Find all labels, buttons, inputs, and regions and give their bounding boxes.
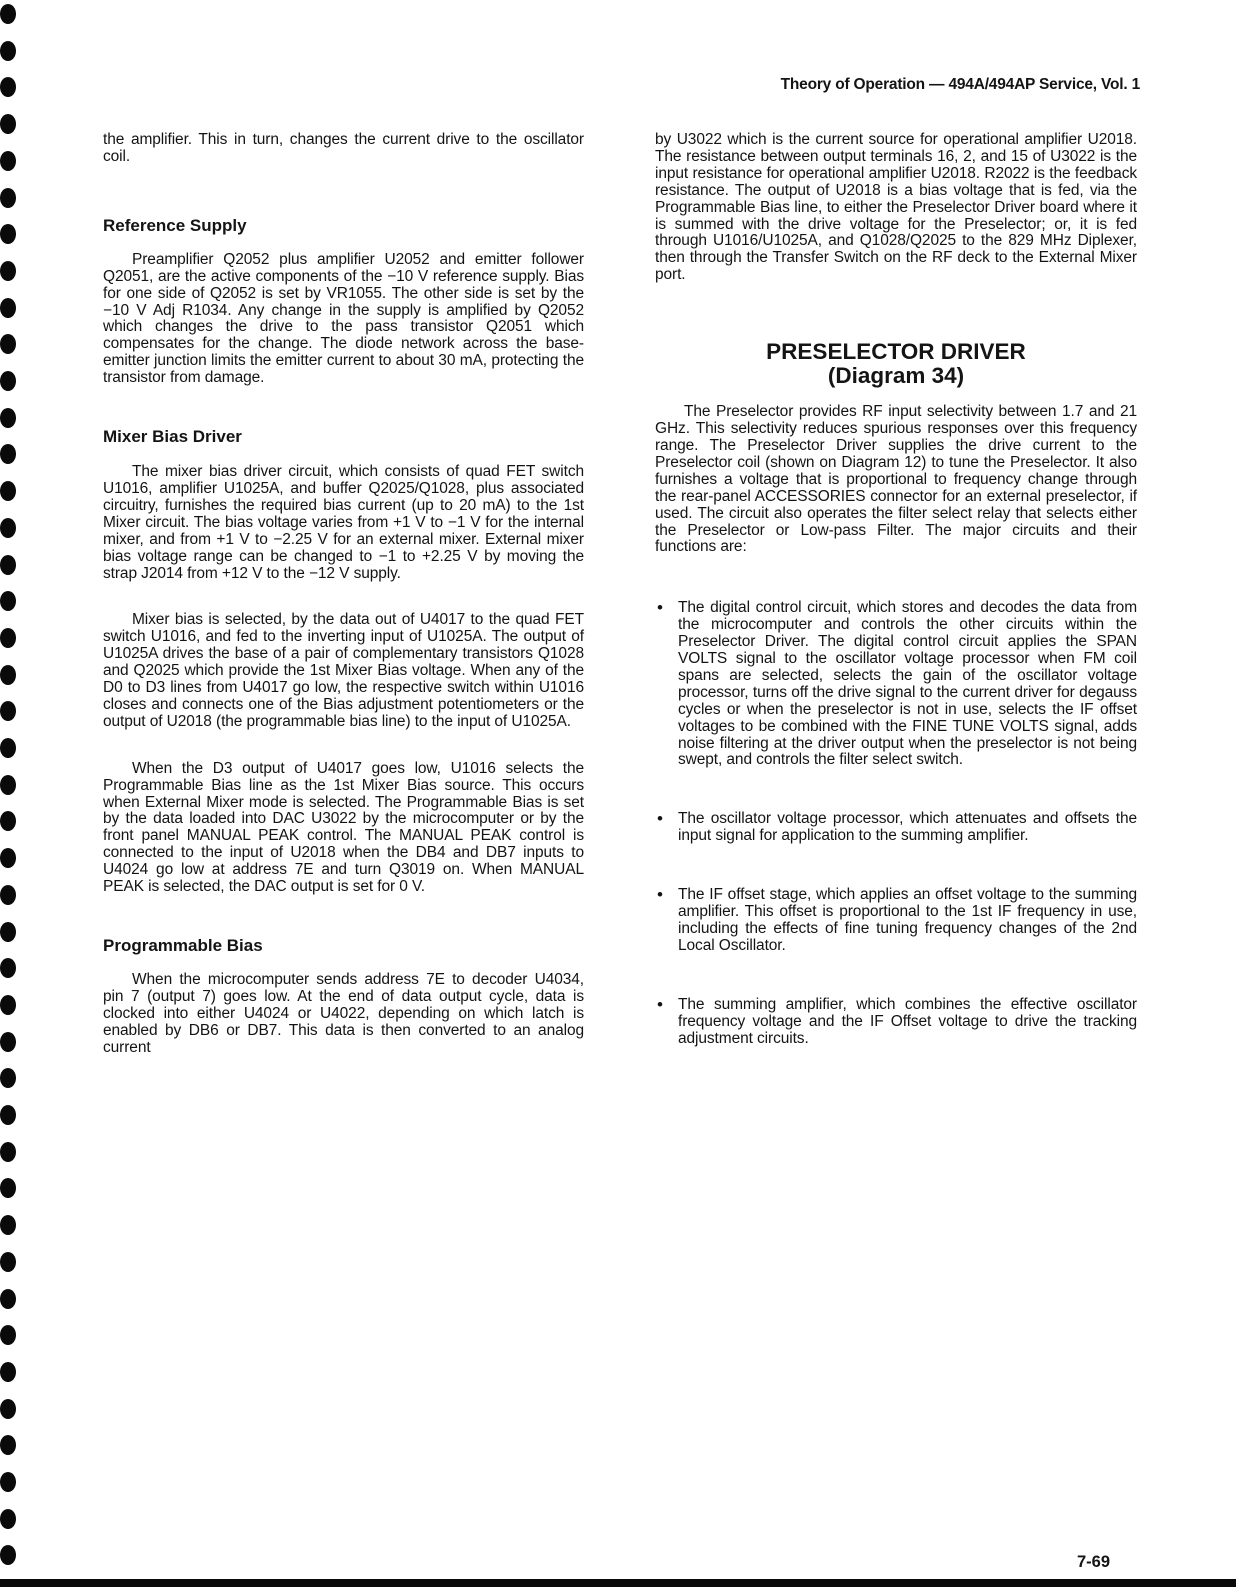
punch-hole [0, 114, 16, 134]
list-item: • The oscillator voltage processor, which attenuates and offsets the input signal for application to the summing amplifier. [655, 811, 1137, 845]
mixer-bias-driver-heading: Mixer Bias Driver [103, 427, 242, 447]
left-column [103, 132, 584, 1057]
punch-holes [0, 0, 20, 1587]
function-list [655, 600, 1137, 1047]
punch-hole [0, 334, 16, 354]
list-item: • The digital control circuit, which stores and decodes the data from the microcomputer and controls the other circuits within the Preselector Driver. The digital control circuit applies the SPAN VOLTS signal to the oscillator voltage processor when FM coil spans are selected, selects the gain of the oscillator voltage processor, turns off the drive signal to the current driver for degauss cycles or when the preselector is not in use, selects the IF offset voltages to be combined with the FINE TUNE VOLTS signal, adds noise filtering at the driver output when the preselector is not being swept, and controls the filter select switch. [655, 600, 1137, 769]
punch-hole [0, 1399, 16, 1419]
punch-hole [0, 4, 16, 24]
punch-hole [0, 298, 16, 318]
scan-bottom-edge [0, 1579, 1236, 1587]
punch-hole [0, 811, 16, 831]
punch-hole [0, 922, 16, 942]
punch-hole [0, 518, 16, 538]
punch-hole [0, 555, 16, 575]
punch-hole [0, 848, 16, 868]
punch-hole [0, 1178, 16, 1198]
preselector-paragraph: The Preselector provides RF input selectivity between 1.7 and 21 GHz. This selectivity reduces spurious responses over this frequency range. The Preselector Driver supplies the drive current to the Preselector coil (shown on Diagram 12) to tune the Preselector. It also furnishes a voltage that is proportional to frequency change through the rear-panel ACCESSORIES connector for an external preselector, if used. The circuit also operates the filter select relay that selects either the Preselector or Low-pass Filter. The major circuits and their functions are: [655, 403, 1137, 556]
punch-hole [0, 1472, 16, 1492]
section-title: PRESELECTOR DRIVER [766, 339, 1026, 365]
mixer-bias-paragraph-3: When the D3 output of U4017 goes low, U1016 selects the Programmable Bias line as the 1st Mixer Bias source. This occurs when External Mixer mode is selected. The Programmable Bias is set by the data loaded into DAC U3022 by the microcomputer or by the front panel MANUAL PEAK control. The MANUAL PEAK control is connected to the input of U2018 when the DB4 and DB7 inputs to U4024 go low at address 7E and turn Q3019 on. When MANUAL PEAK is selected, the DAC output is set for 0 V. [103, 759, 584, 896]
punch-hole [0, 444, 16, 464]
page-number: 7-69 [1076, 1553, 1110, 1571]
punch-hole [0, 1289, 16, 1309]
punch-hole [0, 1362, 16, 1382]
punch-hole [0, 408, 16, 428]
punch-hole [0, 775, 16, 795]
reference-supply-paragraph: Preamplifier Q2052 plus amplifier U2052 and emitter follower Q2051, are the active components of the −10 V reference supply. Bias for one side of Q2052 is set by VR1055. The other side is set by the −10 V Adj R1034. Any change in the supply is amplified by Q2052 which changes the drive to the pass transistor Q2051 which compensates for the change. The diode network across the base-emitter junction limits the emitter current to about 30 mA, protecting the transistor from damage. [103, 250, 584, 387]
programmable-bias-heading: Programmable Bias [103, 936, 263, 955]
punch-hole [0, 958, 16, 978]
mixer-bias-paragraph-2: Mixer bias is selected, by the data out of U4017 to the quad FET switch U1016, and fed to the inverting input of U1025A. The output of U1025A drives the base of a pair of complementary transistors Q1028 and Q2025 which provide the 1st Mixer Bias voltage. When any of the D0 to D3 lines from U4017 go low, the respective switch within U1016 closes and connects one of the Bias adjustment potentiometers or the output of U2018 (the programmable bias line) to the input of U1025A. [103, 611, 584, 730]
punch-hole [0, 1252, 16, 1272]
punch-hole [0, 1215, 16, 1235]
punch-hole [0, 261, 16, 281]
programmable-bias-paragraph: When the microcomputer sends address 7E to decoder U4034, pin 7 (output 7) goes low. At the end of data output cycle, data is clocked into either U4024 or U4022, depending on which latch is enabled by DB6 or DB7. This data is then converted to an analog current [103, 971, 584, 1056]
punch-hole [0, 1325, 16, 1345]
punch-hole [0, 1435, 16, 1455]
punch-hole [0, 41, 16, 61]
mixer-bias-paragraph-1: The mixer bias driver circuit, which consists of quad FET switch U1016, amplifier U1025A, and buffer Q2025/Q1028, plus associated circuitry, furnishes the required bias current (up to 20 mA) to the 1st Mixer circuit. The bias voltage varies from +1 V to −1 V for the internal mixer, and from +1 V to −2.25 V for an external mixer. External mixer bias voltage range can be changed to −1 to +2.25 V by moving the strap J2014 from +12 V to the −12 V supply. [103, 463, 584, 582]
punch-hole [0, 591, 16, 611]
punch-hole [0, 151, 16, 171]
list-item: • The summing amplifier, which combines the effective oscillator frequency voltage and the IF Offset voltage to drive the tracking adjustment circuits. [655, 997, 1137, 1048]
section-subtitle: (Diagram 34) [827, 363, 965, 389]
punch-hole [0, 1105, 16, 1125]
punch-hole [0, 188, 16, 208]
punch-hole [0, 1142, 16, 1162]
section-title-block [655, 340, 1137, 388]
punch-hole [0, 738, 16, 758]
punch-hole [0, 224, 16, 244]
punch-hole [0, 1068, 16, 1088]
punch-hole [0, 371, 16, 391]
reference-supply-heading: Reference Supply [103, 215, 247, 235]
right-column [655, 132, 1137, 1048]
punch-hole [0, 1545, 16, 1565]
running-header: Theory of Operation — 494A/494AP Service, Vol. 1 [780, 76, 1140, 93]
punch-hole [0, 885, 16, 905]
punch-hole [0, 665, 16, 685]
punch-hole [0, 701, 16, 721]
punch-hole [0, 77, 16, 97]
punch-hole [0, 995, 16, 1015]
punch-hole [0, 628, 16, 648]
list-item: • The IF offset stage, which applies an offset voltage to the summing amplifier. This offset is proportional to the 1st IF frequency in use, including the effects of fine tuning frequency changes of the 2nd Local Oscillator. [655, 887, 1137, 955]
intro-paragraph: the amplifier. This in turn, changes the current drive to the oscillator coil. [103, 131, 584, 165]
punch-hole [0, 481, 16, 501]
punch-hole [0, 1032, 16, 1052]
continued-paragraph: by U3022 which is the current source for operational amplifier U2018. The resistance between output terminals 16, 2, and 15 of U3022 is the input resistance for operational amplifier U2018. R2022 is the feedback resistance. The output of U2018 is a bias voltage that is fed, via the Programmable Bias line, to either the Preselector Driver board where it is summed with the drive voltage for the Preselector; or, it is fed through U1016/U1025A, and Q1028/Q2025 to the 829 MHz Diplexer, then through the Transfer Switch on the RF deck to the External Mixer port. [655, 131, 1137, 284]
punch-hole [0, 1509, 16, 1529]
